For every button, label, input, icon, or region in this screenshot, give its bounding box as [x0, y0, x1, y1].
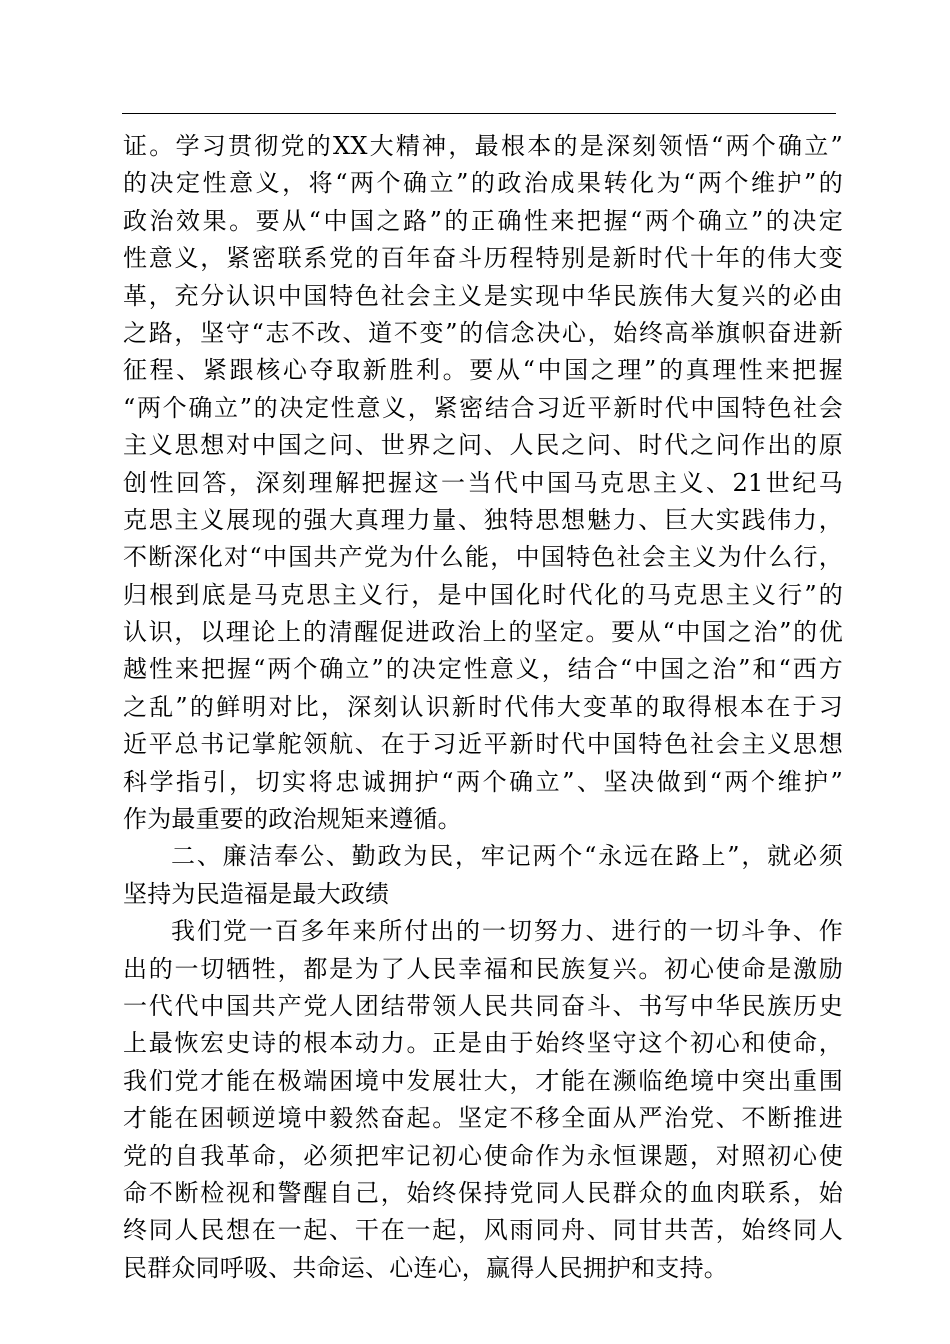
text-line: 才能在困顿逆境中毅然奋起。坚定不移全面从严治党、不断推进: [123, 1104, 843, 1133]
text-line: 主义思想对中国之问、世界之问、人民之问、时代之问作出的原: [123, 431, 843, 460]
text-line: 革，充分认识中国特色社会主义是实现中华民族伟大复兴的必由: [123, 281, 843, 310]
text-line: 坚持为民造福是最大政绩: [123, 879, 390, 908]
text-line: 作为最重要的政治规矩来遵循。: [123, 805, 462, 834]
text-line: 政治效果。要从“中国之路”的正确性来把握“两个确立”的决定: [123, 206, 843, 235]
text-line: 证。学习贯彻党的XX大精神，最根本的是深刻领悟“两个确立”: [123, 132, 843, 160]
text-line: 之路，坚守“志不改、道不变”的信念决心，始终高举旗帜奋进新: [123, 318, 843, 347]
text-line: 之乱”的鲜明对比，深刻认识新时代伟大变革的取得根本在于习: [123, 692, 843, 721]
text-line: 民群众同呼吸、共命运、心连心，赢得人民拥护和支持。: [123, 1253, 728, 1282]
text-line: 创性回答，深刻理解把握这一当代中国马克思主义、21世纪马: [123, 468, 843, 497]
text-line: 认识，以理论上的清醒促进政治上的坚定。要从“中国之治”的优: [123, 618, 843, 647]
text-line: 近平总书记掌舵领航、在于习近平新时代中国特色社会主义思想: [123, 730, 843, 759]
text-line: 出的一切牺牲，都是为了人民幸福和民族复兴。初心使命是激励: [123, 954, 843, 983]
text-line: 我们党一百多年来所付出的一切努力、进行的一切斗争、作: [171, 917, 843, 946]
text-line: 不断深化对“中国共产党为什么能，中国特色社会主义为什么行，: [123, 543, 843, 572]
text-line: 一代代中国共产党人团结带领人民共同奋斗、书写中华民族历史: [123, 991, 843, 1020]
text-line: 克思主义展现的强大真理力量、独特思想魅力、巨大实践伟力，: [123, 505, 843, 534]
text-line: 的决定性意义，将“两个确立”的政治成果转化为“两个维护”的: [123, 169, 843, 198]
text-line: 党的自我革命，必须把牢记初心使命作为永恒课题，对照初心使: [123, 1141, 843, 1170]
text-line: 归根到底是马克思主义行，是中国化时代化的马克思主义行”的: [123, 580, 843, 609]
text-line: “两个确立”的决定性意义，紧密结合习近平新时代中国特色社会: [123, 393, 843, 422]
text-line: 上最恢宏史诗的根本动力。正是由于始终坚守这个初心和使命，: [123, 1029, 843, 1058]
text-line: 终同人民想在一起、干在一起，风雨同舟、同甘共苦，始终同人: [123, 1216, 843, 1245]
text-line: 二、廉洁奉公、勤政为民，牢记两个“永远在路上”，就必须: [171, 842, 843, 871]
document-body: [123, 128, 843, 1287]
text-line: 命不断检视和警醒自己，始终保持党同人民群众的血肉联系，始: [123, 1178, 843, 1207]
text-line: 我们党才能在极端困境中发展壮大，才能在濒临绝境中突出重围: [123, 1066, 843, 1095]
text-line: 科学指引，切实将忠诚拥护“两个确立”、坚决做到“两个维护”: [123, 767, 843, 796]
text-line: 越性来把握“两个确立”的决定性意义，结合“中国之治”和“西方: [123, 655, 843, 684]
header-rule: [122, 113, 836, 114]
text-line: 征程、紧跟核心夺取新胜利。要从“中国之理”的真理性来把握: [123, 356, 843, 385]
text-line: 性意义，紧密联系党的百年奋斗历程特别是新时代十年的伟大变: [123, 244, 843, 273]
